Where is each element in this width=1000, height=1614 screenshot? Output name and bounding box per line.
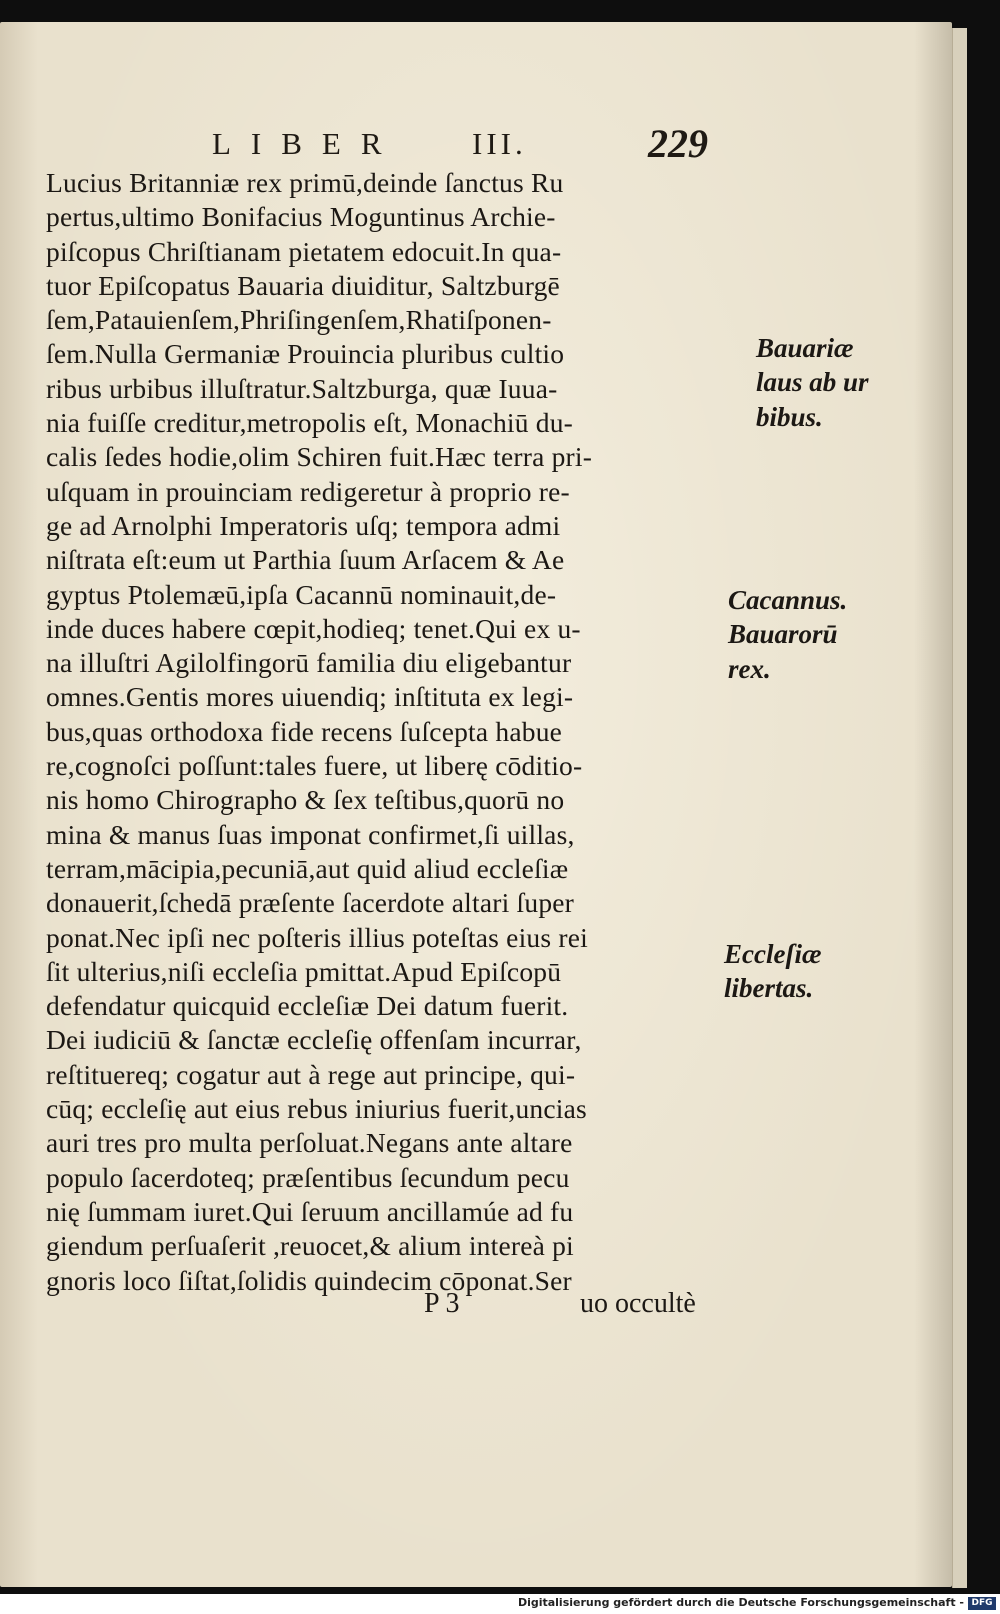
page-footer [0, 1288, 952, 1328]
text-line: mina & manus ſuas imponat confirmet,ſi uillas, [46, 818, 575, 850]
text-line: cūq; eccleſię aut eius rebus iniurius fuerit,uncias [46, 1093, 587, 1125]
text-line: calis ſedes hodie,olim Schiren fuit.Hæc terra pri- [46, 441, 593, 473]
text-line: ribus urbibus illuſtratur.Saltzburga, quæ Iuua- [46, 372, 558, 404]
book-number: III. [472, 126, 527, 161]
marginal-note-line: Bauarorū [728, 619, 838, 650]
text-line: ſem.Nulla Germaniæ Prouincia pluribus cultio [46, 338, 565, 370]
signature-mark: P 3 [424, 1288, 460, 1319]
text-line: ge ad Arnolphi Imperatoris uſq; tempora admi [46, 509, 561, 541]
funder-bar [0, 1594, 1000, 1614]
marginal-note-line: Cacannus. [728, 585, 848, 615]
page-edge [952, 28, 967, 1588]
dfg-logo: DFG [968, 1597, 996, 1610]
text-line: giendum perſuaſerit ,reuocet,& alium intereà pi [46, 1230, 574, 1262]
text-line: donauerit,ſchedā præſente ſacerdote altari ſuper [46, 887, 575, 919]
text-line: na illuſtri Agilolfingorū familia diu eligebantur [46, 647, 572, 679]
folio-number: 229 [648, 121, 708, 166]
text-line: tuor Epiſcopatus Bauaria diuiditur, Saltzburgē [46, 269, 560, 301]
text-line: re,cognoſci poſſunt:tales fuere, ut liberę cōditio- [46, 750, 583, 782]
marginal-note-cacannus [728, 583, 847, 686]
text-line: piſcopus Chriſtianam pietatem edocuit.In qua- [46, 235, 562, 267]
marginal-note-line: rex. [728, 653, 771, 684]
text-line: inde duces habere cœpit,hodieq; tenet.Qui ex u- [46, 612, 581, 644]
book-page [0, 22, 952, 1587]
text-line: reſtituereq; cogatur aut à rege aut principe, qui- [46, 1058, 576, 1090]
marginal-note-line: bibus. [756, 401, 823, 432]
text-line: ſem,Patauienſem,Phriſingenſem,Rhatiſponen- [46, 304, 552, 336]
text-line: nia fuiſſe creditur,metropolis eſt, Monachiū du- [46, 407, 574, 439]
text-line: bus,quas orthodoxa fide recens ſuſcepta habue [46, 715, 563, 747]
text-line: nis homo Chirographo & ſex teſtibus,quorū no [46, 784, 565, 816]
text-line: Dei iudiciū & ſanctæ eccleſię offenſam incurrar, [46, 1024, 582, 1056]
text-line: terram,mācipia,pecuniā,aut quid aliud eccleſiæ [46, 852, 569, 884]
main-text-block [46, 166, 726, 1298]
text-line: uſquam in prouinciam redigeretur à proprio re- [46, 475, 570, 507]
text-line: auri tres pro multa perſoluat.Negans ante altare [46, 1127, 573, 1159]
text-line: populo ſacerdoteq; præſentibus ſecundum pecu [46, 1161, 570, 1193]
text-line: Lucius Britanniæ rex primū,deinde ſanctus Ru [46, 167, 564, 198]
marginal-note-line: Eccleſiæ [724, 939, 822, 969]
marginal-note-line: Bauariæ [756, 333, 854, 363]
text-line: omnes.Gentis mores uiuendiq; inſtituta ex legi- [46, 681, 574, 713]
text-line: pertus,ultimo Bonifacius Moguntinus Archie- [46, 201, 556, 233]
funder-notice: Digitalisierung gefördert durch die Deutsche Forschungsgemeinschaft - [517, 1596, 964, 1609]
catchword: uo occultè [580, 1288, 696, 1319]
marginal-note-line: laus ab ur [756, 367, 869, 398]
marginal-note-bavaria [756, 331, 869, 434]
marginal-note-ecclesiae [724, 937, 821, 1006]
text-line: niſtrata eſt:eum ut Parthia ſuum Arſacem & Ae [46, 544, 565, 576]
text-line: defendatur quicquid eccleſiæ Dei datum fuerit. [46, 990, 569, 1022]
marginal-note-line: libertas. [724, 973, 814, 1004]
text-line: gyptus Ptolemæū,ipſa Cacannū nominauit,de- [46, 578, 557, 610]
page-header [0, 121, 952, 170]
running-title: LIBER [212, 126, 402, 161]
text-line: gnoris loco ſiſtat,ſolidis quindecim cōponat.Ser [46, 1264, 572, 1296]
text-line: nię ſummam iuret.Qui ſeruum ancillamúe ad fu [46, 1195, 574, 1227]
text-line: ſit ulterius,niſi eccleſia pmittat.Apud Epiſcopū [46, 955, 562, 987]
text-line: ponat.Nec ipſi nec poſteris illius poteſtas eius rei [46, 921, 588, 953]
